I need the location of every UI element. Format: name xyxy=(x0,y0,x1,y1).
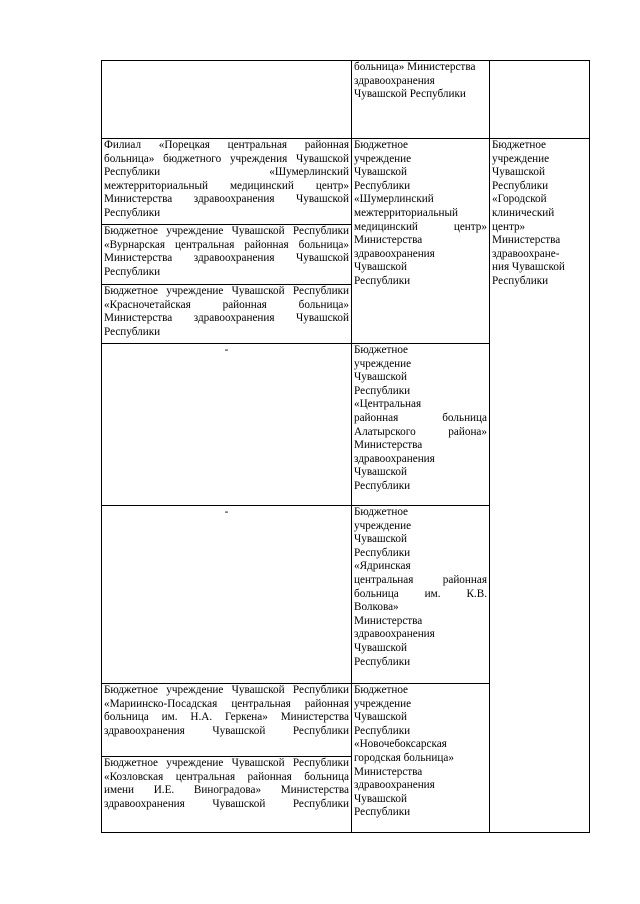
hub-line: Чувашской xyxy=(354,711,407,724)
hub-line: Республики xyxy=(354,479,411,492)
hub-line: районная больница xyxy=(354,411,487,424)
branch-cell-vurnarskaya: Бюджетное учреждение Чувашской Республики «Вурнарская центральная районная больница» Министерства здравоохранения Чувашской Республики xyxy=(102,225,352,285)
center-cell-gkc xyxy=(490,139,590,833)
hub-line: учреждение xyxy=(354,152,412,165)
hub-line: учреждение xyxy=(354,697,412,710)
hub-line: учреждение xyxy=(354,357,412,370)
hub-line: Алатырского района» xyxy=(354,425,487,438)
table-row xyxy=(102,139,590,225)
hub-line: Республики xyxy=(354,724,411,737)
table-row xyxy=(102,61,590,139)
hub-line: больница им. К.В. xyxy=(354,587,487,600)
center-line: Республики xyxy=(492,274,549,287)
hub-cell-alatyr xyxy=(352,344,490,506)
hub-line: здравоохранения xyxy=(354,247,435,260)
hub-cell-yadrin xyxy=(352,506,490,684)
hub-cell-continued: больница» Министерства здравоохранения Чувашской Республики xyxy=(352,61,490,139)
hub-line: Чувашской xyxy=(354,166,407,179)
center-line: Республики xyxy=(492,179,549,192)
hub-line: Чувашской xyxy=(354,371,407,384)
hub-line: Министерства xyxy=(354,765,423,778)
center-line: учреждение xyxy=(492,152,550,165)
center-line: Чувашской xyxy=(492,166,545,179)
center-line: Министерства xyxy=(492,234,561,247)
hub-line: «Новочебоксарская xyxy=(354,738,447,751)
hub-line: Республики xyxy=(354,179,411,192)
hub-line: Бюджетное xyxy=(354,139,409,151)
hub-line: Республики xyxy=(354,384,411,397)
branch-cell-dash: - xyxy=(102,506,352,684)
center-line: ния Чувашской xyxy=(492,261,565,274)
hub-line: межтерриториальный xyxy=(354,206,458,219)
hub-line: «Шумерлинский xyxy=(354,193,434,206)
hub-line: центральная районная xyxy=(354,573,487,586)
center-line: центр» xyxy=(492,220,526,233)
center-line: здравоохране- xyxy=(492,247,560,260)
branch-cell-krasnochetayskaya: Бюджетное учреждение Чувашской Республики «Красночетайская районная больница» Министерства здравоохранения Чувашской Республики xyxy=(102,285,352,344)
hub-line: здравоохранения xyxy=(354,779,435,792)
hub-line: Чувашской xyxy=(354,466,407,479)
branch-cell-dash: - xyxy=(102,344,352,506)
hub-line: Республики xyxy=(354,274,411,287)
hub-line: Министерства xyxy=(354,614,423,627)
hub-line: Чувашской xyxy=(354,261,407,274)
hub-line: Волкова» xyxy=(354,601,399,614)
hub-line: Бюджетное xyxy=(354,684,409,696)
center-line: Бюджетное xyxy=(492,139,547,151)
center-line: «Городской xyxy=(492,193,547,206)
hub-line: Республики xyxy=(354,655,411,668)
hub-line: «Ядринская xyxy=(354,560,411,573)
hospital-routing-table xyxy=(101,60,590,833)
branch-cell-poretskaya: Филиал «Порецкая центральная районная больница» бюджетного учреждения Чувашской Республики «Шумерлинский межтерриториальный медицинский центр» Министерства здравоохранения Чувашской Республики xyxy=(102,139,352,225)
hub-line: Министерства xyxy=(354,234,423,247)
branch-cell-kozlovskaya: Бюджетное учреждение Чувашской Республики «Козловская центральная районная больница имени И.Е. Виноградова» Министерства здравоохранения Чувашской Республики xyxy=(102,757,352,833)
hub-line: Чувашской xyxy=(354,792,407,805)
branch-cell-mariinsko-posadskaya: Бюджетное учреждение Чувашской Республики «Мариинско-Посадская центральная районная больница им. Н.А. Геркена» Министерства здравоохранения Чувашской Республики xyxy=(102,684,352,757)
hub-line: здравоохранения xyxy=(354,628,435,641)
hub-line: Министерства xyxy=(354,439,423,452)
hub-cell-shumerlinsky xyxy=(352,139,490,344)
hub-line: медицинский центр» xyxy=(354,220,487,233)
hub-line: здравоохранения xyxy=(354,452,435,465)
center-cell-empty xyxy=(490,61,590,139)
hub-line: городская больница» xyxy=(354,751,454,764)
hub-line: Бюджетное xyxy=(354,344,409,356)
center-line: клинический xyxy=(492,206,555,219)
hub-line: Чувашской xyxy=(354,641,407,654)
hub-line: Чувашской xyxy=(354,533,407,546)
hub-line: Бюджетное xyxy=(354,506,409,518)
branch-cell-empty xyxy=(102,61,352,139)
hub-line: учреждение xyxy=(354,519,412,532)
hub-cell-novocheboksarsk xyxy=(352,684,490,833)
hub-line: «Центральная xyxy=(354,398,422,411)
hub-line: Республики xyxy=(354,546,411,559)
hub-line: Республики xyxy=(354,806,411,819)
